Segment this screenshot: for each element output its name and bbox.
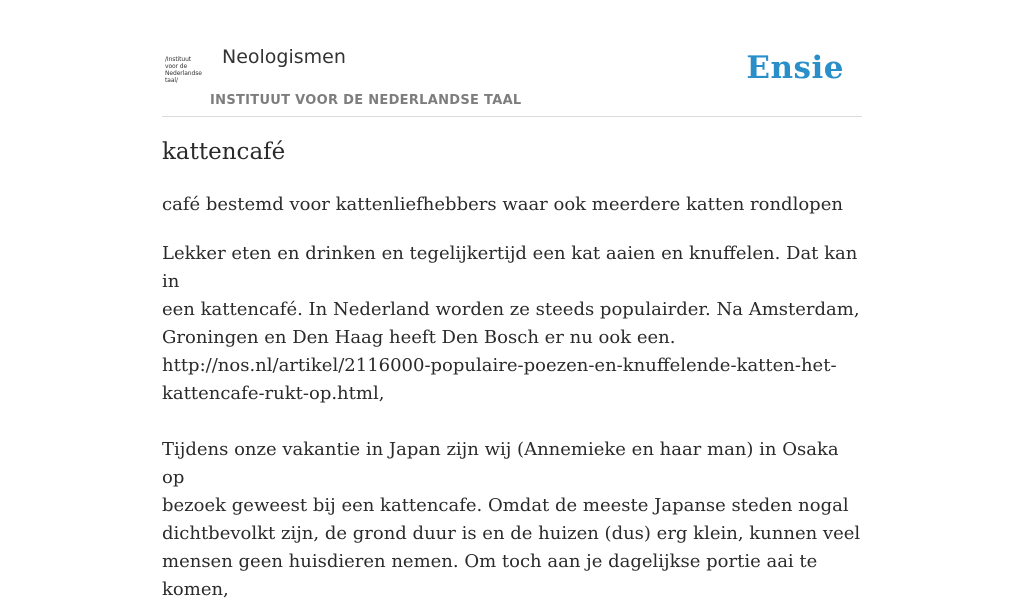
example-paragraph <box>162 240 862 408</box>
institute-logo[interactable] <box>165 56 207 90</box>
example-paragraph <box>162 436 862 604</box>
logo-line: /Instituut <box>165 56 192 63</box>
example-line: Tijdens onze vakantie in Japan zijn wij (Annemieke en haar man) in Osaka op <box>162 439 839 488</box>
logo-line: Nederlandse <box>165 70 202 77</box>
example-line: een kattencafé. In Nederland worden ze steeds populairder. Na Amsterdam, <box>162 299 860 320</box>
site-header <box>162 0 862 117</box>
entry-definition: café bestemd voor kattenliefhebbers waar ook meerdere katten rondlopen <box>162 194 843 215</box>
entry-word: kattencafé <box>162 139 286 165</box>
organization-name: INSTITUUT VOOR DE NEDERLANDSE TAAL <box>210 93 522 108</box>
example-line: Groningen en Den Haag heeft Den Bosch er nu ook een. <box>162 327 676 348</box>
example-url-line: kattencafe-rukt-op.html, <box>162 383 385 404</box>
logo-line: voor de <box>165 63 188 70</box>
logo-line: taal/ <box>165 77 178 84</box>
example-url-line: http://nos.nl/artikel/2116000-populaire-poezen-en-knuffelende-katten-het- <box>162 355 837 376</box>
example-line: dichtbevolkt zijn, de grond duur is en de huizen (dus) erg klein, kunnen veel <box>162 523 861 544</box>
example-line: mensen geen huisdieren nemen. Om toch aan je dagelijkse portie aai te komen, <box>162 551 818 600</box>
page <box>162 0 862 600</box>
entry-example <box>162 240 862 604</box>
ensie-brand-link[interactable]: Ensie <box>746 50 844 86</box>
site-title-link[interactable]: Neologismen <box>222 46 346 68</box>
example-line: Lekker eten en drinken en tegelijkertijd een kat aaien en knuffelen. Dat kan in <box>162 243 858 292</box>
example-line: bezoek geweest bij een kattencafe. Omdat de meeste Japanse steden nogal <box>162 495 849 516</box>
